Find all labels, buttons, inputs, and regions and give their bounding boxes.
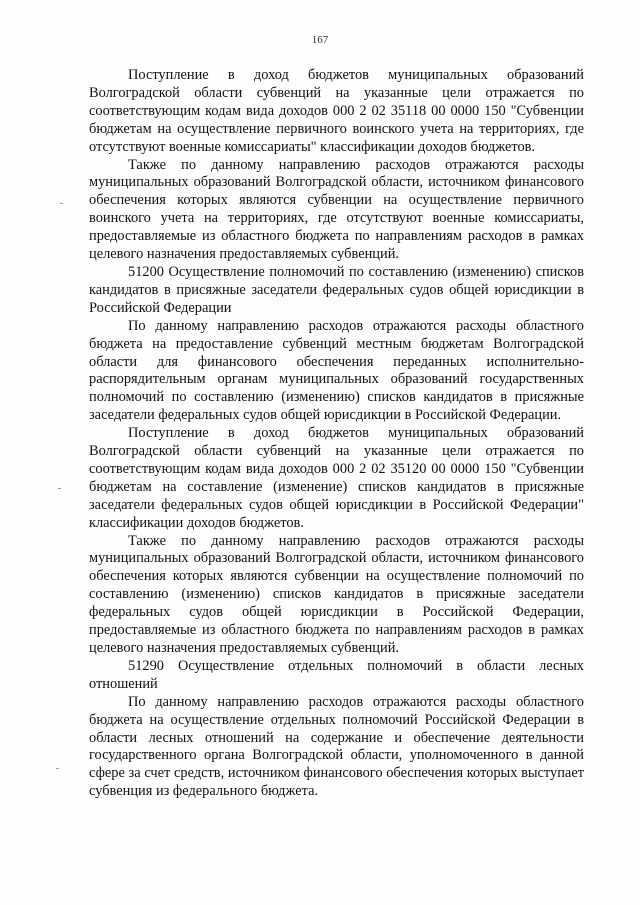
paragraph-heading-51200: 51200 Осуществление полномочий по составлению (изменению) списков кандидатов в присяжные заседатели федеральных судов общей юрисдикции в Российской Федерации [89, 263, 584, 316]
page-number: 167 [311, 34, 329, 46]
scan-speck [58, 488, 61, 489]
scan-speck [60, 203, 63, 204]
document-body [89, 67, 584, 801]
scan-speck [56, 768, 59, 769]
paragraph-municipal-expenses-jurors: Также по данному направлению расходов отражаются расходы муниципальных образований Волгоградской области, источником финансового обеспечения которых являются субвенции на осуществление полномочий по составлению (изменению) списков кандидатов в присяжные заседатели федеральных судов общей юрисдикции в Российской Федерации, предоставляемые из областного бюджета по направлениям расходов в рамках целевого назначения предоставляемых субвенций. [89, 532, 584, 656]
paragraph-revenue-35118: Поступление в доход бюджетов муниципальных образований Волгоградской области субвенций на указанные цели отражается по соответствующим кодам вида доходов 000 2 02 35118 00 0000 150 "Субвенции бюджетам на осуществление первичного воинского учета на территориях, где отсутствуют военные комиссариаты" классификации доходов бюджетов. [89, 67, 584, 155]
paragraph-forest-relations-expenses: По данному направлению расходов отражаются расходы областного бюджета на осуществление отдельных полномочий Российской Федерации в области лесных отношений на содержание и обеспечение деятельности государственного органа Волгоградской области, уполномоченного в данной сфере за счет средств, источником финансового обеспечения которых выступает субвенция из федерального бюджета. [89, 693, 584, 800]
paragraph-municipal-expenses-military-registration: Также по данному направлению расходов отражаются расходы муниципальных образований Волгоградской области, источником финансового обеспечения которых являются субвенции на осуществление первичного воинского учета на территориях, где отсутствуют военные комиссариаты, предоставляемые из областного бюджета по направлениям расходов в рамках целевого назначения предоставляемых субвенций. [89, 156, 584, 263]
paragraph-revenue-35120: Поступление в доход бюджетов муниципальных образований Волгоградской области субвенций на указанные цели отражается по соответствующим кодам вида доходов 000 2 02 35120 00 0000 150 "Субвенции бюджетам на составление (изменение) списков кандидатов в присяжные заседатели федеральных судов общей юрисдикции в Российской Федерации" классификации доходов бюджетов. [89, 425, 584, 531]
paragraph-regional-expenses-jurors: По данному направлению расходов отражаются расходы областного бюджета на предоставление субвенций местным бюджетам Волгоградской области для финансового обеспечения переданных исполнительно-распорядительным органам муниципальных образований государственных полномочий по составлению (изменению) списков кандидатов в присяжные заседатели федеральных судов общей юрисдикции в Российской Федерации. [89, 317, 584, 424]
paragraph-heading-51290: 51290 Осуществление отдельных полномочий в области лесных отношений [89, 657, 584, 692]
